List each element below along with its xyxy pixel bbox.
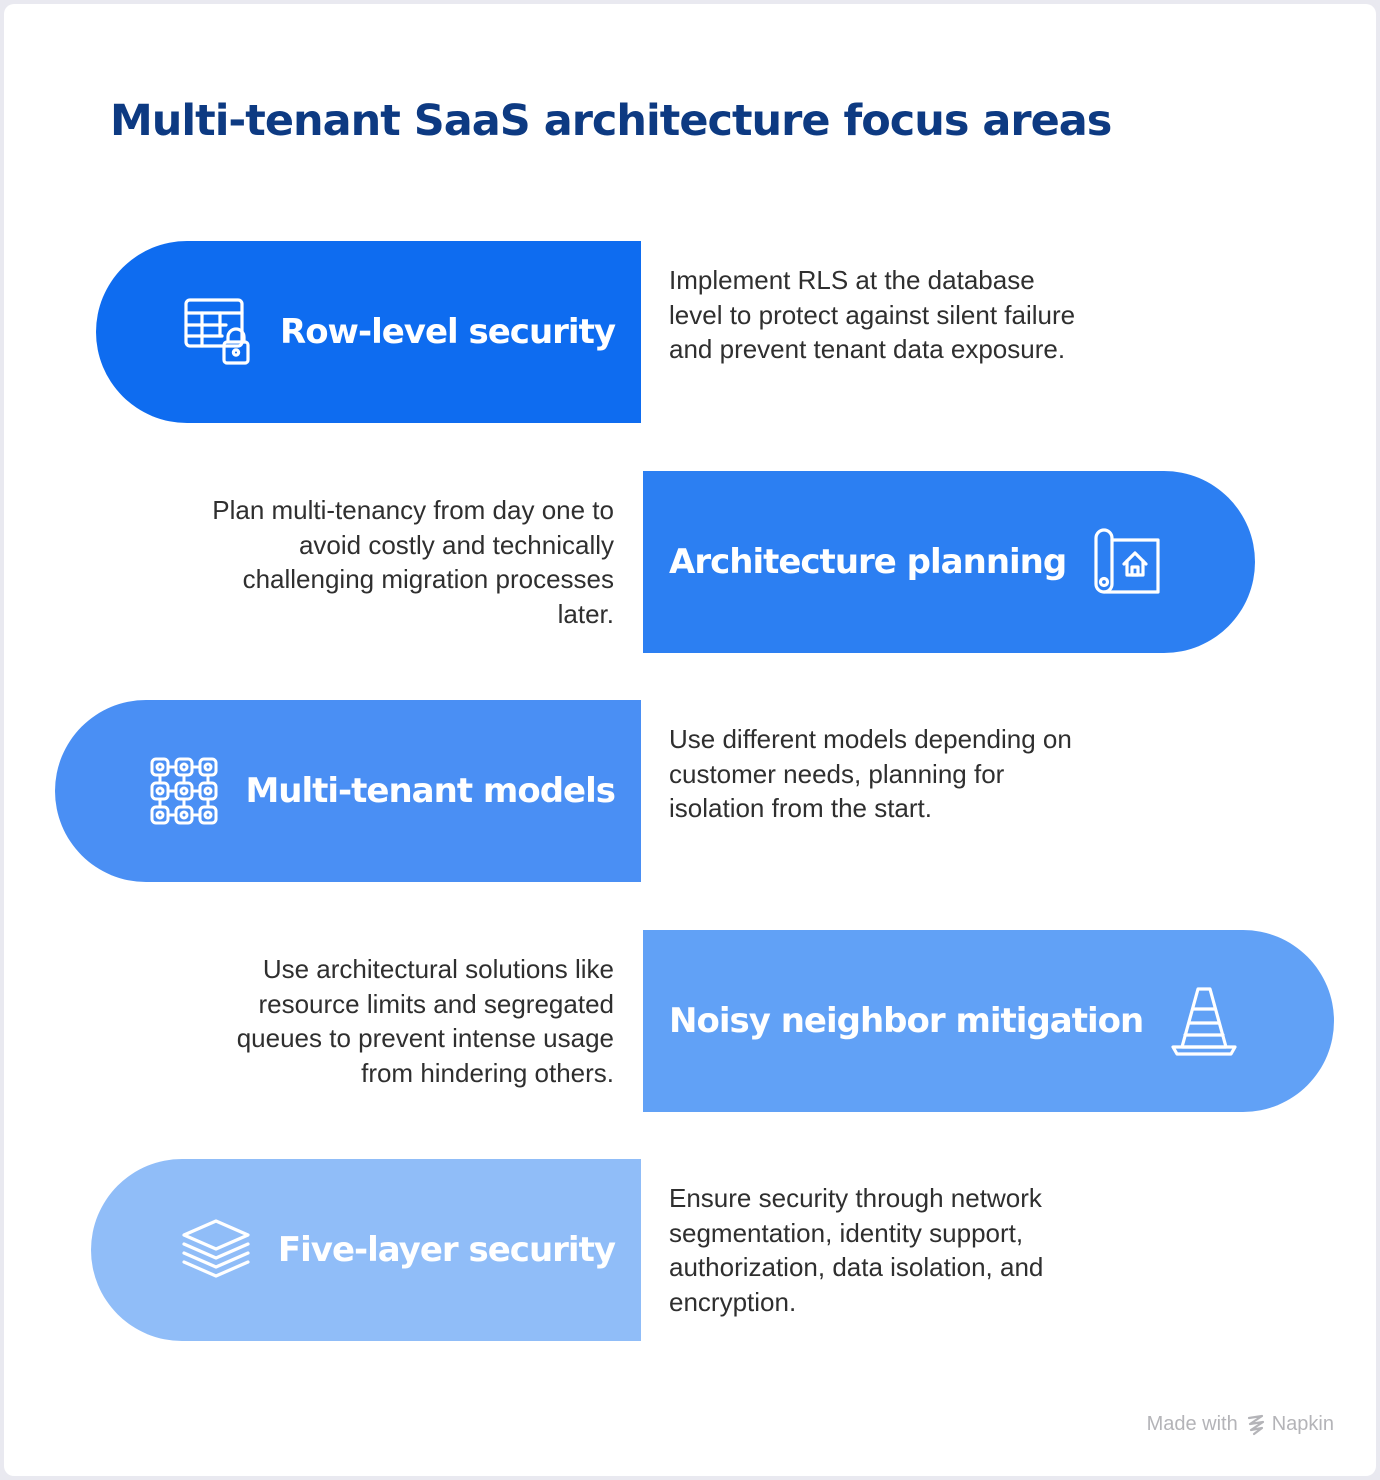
focus-area-noisy-neighbor-mitigation	[643, 930, 1334, 1112]
focus-area-description: Use architectural solutions like resource limits and segregated queues to prevent intense usage from hindering others.	[236, 954, 614, 1088]
focus-area-row-level-security	[96, 241, 641, 423]
napkin-brand-text: Napkin	[1271, 1413, 1334, 1435]
focus-area-description: Ensure security through network segmentation, identity support, authorization, data isolation, and encryption.	[669, 1183, 1044, 1317]
focus-area-multi-tenant-models	[55, 700, 641, 882]
focus-area-label: Multi-tenant models	[245, 771, 615, 811]
traffic-cone-icon	[1169, 985, 1239, 1057]
focus-area-five-layer-security	[91, 1159, 641, 1341]
page-title: Multi-tenant SaaS architecture focus areas	[110, 96, 1112, 146]
focus-area-architecture-planning	[643, 471, 1255, 653]
focus-area-label: Noisy neighbor mitigation	[669, 1001, 1144, 1041]
focus-area-description: Implement RLS at the database level to protect against silent failure and prevent tenant data exposure.	[669, 265, 1076, 364]
blueprint-house-icon	[1092, 526, 1164, 598]
made-with-text: Made with	[1146, 1413, 1238, 1435]
table-lock-icon	[182, 296, 254, 368]
focus-area-label: Row-level security	[280, 312, 615, 352]
focus-area-description: Plan multi-tenancy from day one to avoid costly and technically challenging migration processes later.	[212, 495, 614, 629]
focus-area-label: Architecture planning	[669, 542, 1067, 582]
layers-icon	[180, 1217, 252, 1283]
napkin-logo-icon	[1246, 1414, 1266, 1436]
focus-area-description: Use different models depending on customer needs, planning for isolation from the start.	[669, 724, 1072, 823]
made-with-napkin-badge	[1147, 1413, 1334, 1436]
focus-area-label: Five-layer security	[277, 1230, 615, 1270]
grid-nodes-icon	[149, 756, 219, 826]
